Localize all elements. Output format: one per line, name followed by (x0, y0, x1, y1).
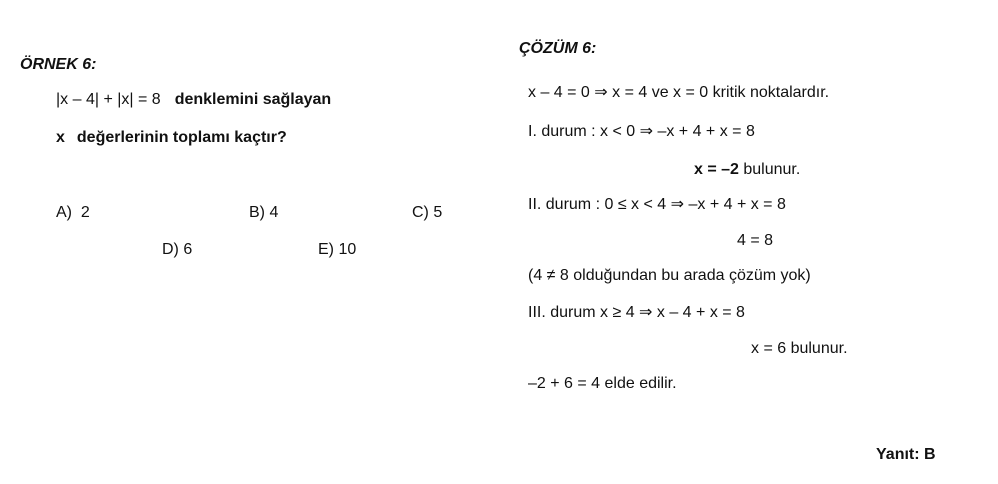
option-b[interactable] (249, 203, 278, 223)
solution-line-9: –2 + 6 = 4 elde edilir. (528, 375, 677, 392)
option-e-label: E) (318, 241, 334, 258)
option-a[interactable] (56, 203, 90, 223)
solution-line-3-rest: bulunur. (738, 161, 801, 178)
solution-title: ÇÖZÜM 6: (519, 40, 597, 57)
solution-line-7: III. durum x ≥ 4 ⇒ x – 4 + x = 8 (528, 304, 745, 321)
option-d-value: 6 (183, 241, 193, 258)
question-text-b: değerlerinin toplamı kaçtır? (76, 129, 287, 146)
question-line-1 (56, 90, 331, 110)
question-text-a: denklemini sağlayan (174, 91, 332, 108)
option-d-label: D) (162, 241, 179, 258)
option-b-value: 4 (269, 204, 279, 221)
question-line-2 (56, 128, 287, 148)
solution-result-1: x = –2 (694, 161, 739, 178)
question-variable: x (56, 129, 65, 146)
solution-line-2: I. durum : x < 0 ⇒ –x + 4 + x = 8 (528, 123, 755, 140)
option-a-label: A) (56, 204, 72, 221)
option-d[interactable] (162, 240, 192, 260)
option-c[interactable] (412, 203, 442, 223)
option-a-value: 2 (80, 204, 90, 221)
solution-line-5: 4 = 8 (737, 232, 774, 249)
solution-line-1: x – 4 = 0 ⇒ x = 4 ve x = 0 kritik noktalardır. (528, 84, 830, 101)
solution-line-4: II. durum : 0 ≤ x < 4 ⇒ –x + 4 + x = 8 (528, 196, 786, 213)
solution-line-6: (4 ≠ 8 olduğundan bu arada çözüm yok) (528, 267, 811, 284)
option-b-label: B) (249, 204, 265, 221)
option-c-value: 5 (433, 204, 443, 221)
option-e[interactable] (318, 240, 356, 260)
option-e-value: 10 (338, 241, 357, 258)
option-c-label: C) (412, 204, 429, 221)
solution-line-8: x = 6 bulunur. (751, 340, 848, 357)
equation: |x – 4| + |x| = 8 (56, 91, 161, 108)
solution-line-3 (694, 160, 800, 180)
answer-label: Yanıt: B (876, 446, 936, 463)
example-title: ÖRNEK 6: (20, 56, 97, 73)
